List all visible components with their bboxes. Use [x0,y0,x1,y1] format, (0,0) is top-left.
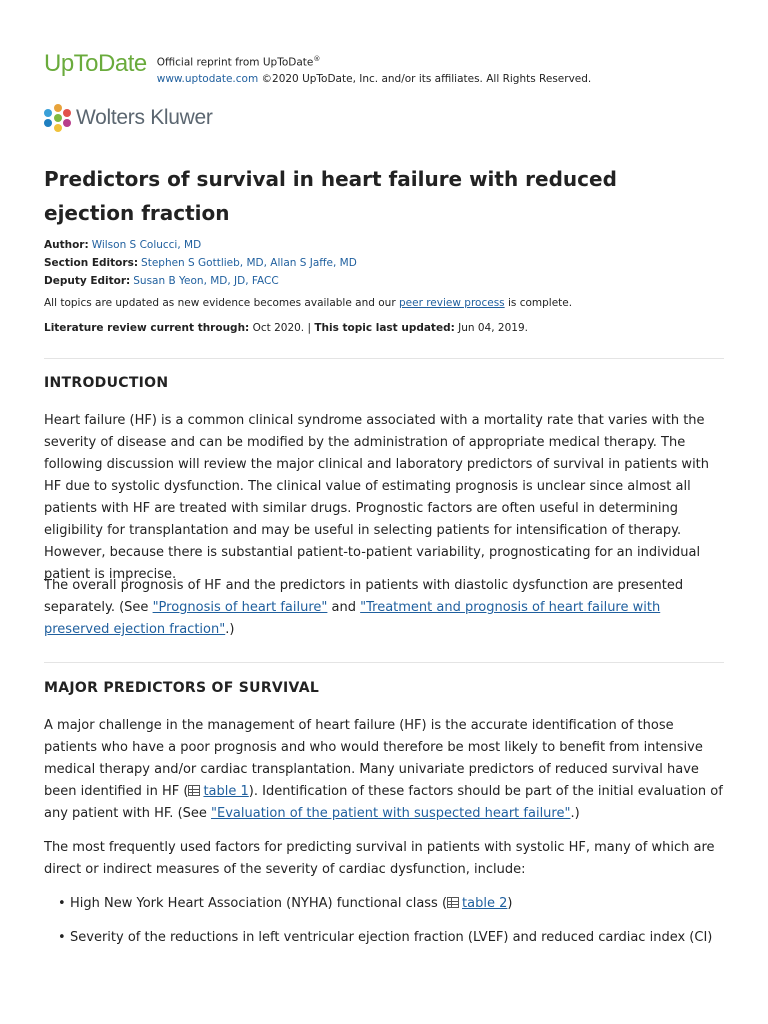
paragraph-text: The overall prognosis of HF and the predictors in patients with diastolic dysfunction are presented separately. (See [44,578,684,615]
update-note-text: All topics are updated as new evidence becomes available and our [44,297,399,309]
copyright-text: ©2020 UpToDate, Inc. and/or its affiliates. All Rights Reserved. [258,72,592,85]
introduction-paragraph-2 [44,575,724,641]
article-credits [44,236,357,290]
predictor-list [58,893,718,949]
table-1-link[interactable]: table 1 [203,784,249,799]
lit-review-value: Oct 2020. | [249,322,315,334]
table-icon [188,785,200,796]
preserved-ejection-fraction-link[interactable]: "Treatment and prognosis of heart failure with preserved ejection fraction" [44,600,661,637]
major-predictors-heading: MAJOR PREDICTORS OF SURVIVAL [44,680,320,696]
literature-review-line [44,319,528,337]
peer-review-link[interactable]: peer review process [398,297,505,309]
wolters-kluwer-mark-icon [44,104,72,132]
author-link[interactable]: Wilson S Colucci, MD [91,239,202,251]
section-editors-link[interactable]: Stephen S Gottlieb, MD, Allan S Jaffe, MD [141,257,357,269]
introduction-heading: INTRODUCTION [44,375,169,391]
update-note-end: is complete. [504,297,573,309]
wolters-kluwer-wordmark: Wolters Kluwer [76,106,213,129]
wolters-kluwer-logo [44,104,213,132]
article-title: Predictors of survival in heart failure with reduced ejection fraction [44,167,617,225]
author-label: Author: [44,239,89,251]
uptodate-logo[interactable]: UpToDate [44,50,147,77]
major-predictors-paragraph-1 [44,715,724,825]
divider [44,662,724,663]
update-note [44,294,572,312]
reprint-header [44,50,591,87]
deputy-editor-link[interactable]: Susan B Yeon, MD, JD, FACC [133,275,279,287]
registered-mark: ® [313,55,321,63]
paragraph-text: and [327,600,361,615]
list-item: • Severity of the reductions in left ventricular ejection fraction (LVEF) and reduced cardiac index (CI) [58,927,718,949]
list-item-text: ) [507,896,513,911]
introduction-paragraph-1: Heart failure (HF) is a common clinical syndrome associated with a mortality rate that varies with the severity of disease and can be modified by the administration of appropriate medical therapy. The following discussion will review the major clinical and laboratory predictors of survival in patients with HF due to systolic dysfunction. The clinical value of estimating prognosis is unclear since almost all patients with HF are treated with similar drugs. Prognostic factors are often useful in determining eligibility for transplantation and may be useful in selecting patients for intensification of therapy. However, because there is substantial patient-to-patient variability, prognosticating for an individual patient is imprecise. [44,413,710,582]
paragraph-text: ). Identification of these factors should be part of the initial evaluation of any patient with HF. (See [44,784,723,821]
table-icon [447,897,459,908]
list-item [58,893,718,915]
deputy-editor-label: Deputy Editor: [44,275,131,287]
evaluation-suspected-hf-link[interactable]: "Evaluation of the patient with suspected heart failure" [211,806,571,821]
prognosis-of-heart-failure-link[interactable]: "Prognosis of heart failure" [152,600,328,615]
major-predictors-paragraph-2: The most frequently used factors for predicting survival in patients with systolic HF, many of which are direct or indirect measures of the severity of cardiac dysfunction, include: [44,840,715,877]
reprint-line: Official reprint from UpToDate [156,56,314,69]
section-editors-label: Section Editors: [44,257,139,269]
paragraph-text: A major challenge in the management of heart failure (HF) is the accurate identification of those patients who have a poor prognosis and who would therefore be most likely to benefit from intensive medical therapy and/or cardiac transplantation. Many univariate predictors of reduced survival have been identified in HF ( [44,718,703,799]
paragraph-text: .) [570,806,580,821]
divider [44,358,724,359]
paragraph-text: .) [225,622,235,637]
reprint-notice [157,51,592,87]
list-item-text: High New York Heart Association (NYHA) functional class ( [70,896,448,911]
table-2-link[interactable]: table 2 [462,896,508,911]
last-updated-value: Jun 04, 2019. [454,322,528,334]
uptodate-site-link[interactable]: www.uptodate.com [156,72,259,85]
last-updated-label: This topic last updated: [314,322,455,334]
lit-review-label: Literature review current through: [44,322,250,334]
